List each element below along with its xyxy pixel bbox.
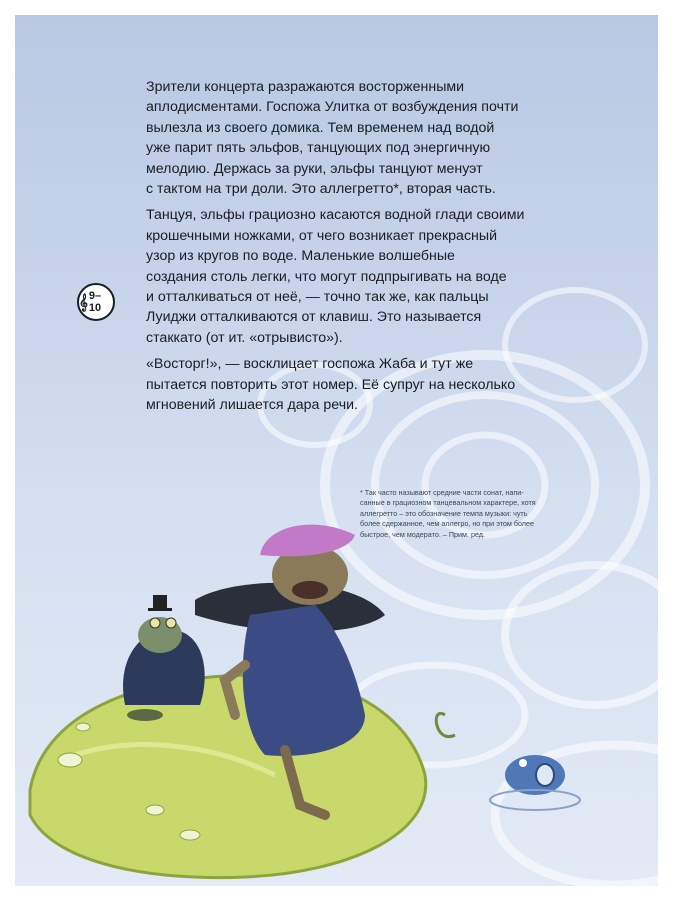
- mister-toad: [123, 595, 205, 721]
- story-text: [146, 77, 546, 422]
- lily-stem: [436, 713, 455, 736]
- book-page: [15, 15, 658, 886]
- paragraph-2: Танцуя, эльфы грациозно касаются водной глади своими крошечными ножками, от чего возникает прекрасный узор из кругов по воде. Маленькие волшебные создания столь легки, что могут подпрыгивать на воде и отталкиваться от неё, — точно так же, как пальцы Луиджи отталкиваются от клавиш. Это называется стаккато (от ит. «отрывисто»).: [146, 207, 525, 346]
- track-number: 9–10: [88, 290, 102, 314]
- paragraph-3: «Восторг!», — восклицает госпожа Жаба и тут же пытается повторить этот номер. Её супруг на несколько мгновений лишается дара речи.: [146, 356, 516, 414]
- footnote: * Так часто называют средние части сонат, напи- санные в грациозном танцевальном характере, хотя аллегретто – это обозначение темпа музыки: чуть более сдержанное, чем аллегро, но при этом более быстрое, чем модерато. – Прим. ред.: [360, 488, 536, 539]
- paragraph-1: Зрители концерта разражаются восторженными аплодисментами. Госпожа Улитка от возбуждения почти вылезла из своего домика. Тем временем над водой уже парит пять эльфов, танцующих под энергичную мелодию. Держась за руки, эльфы танцуют менуэт с тактом на три доли. Это аллегретто*, вторая часть.: [146, 79, 519, 198]
- treble-clef-icon: 𝄞: [79, 293, 88, 311]
- audio-track-badge: [77, 283, 115, 321]
